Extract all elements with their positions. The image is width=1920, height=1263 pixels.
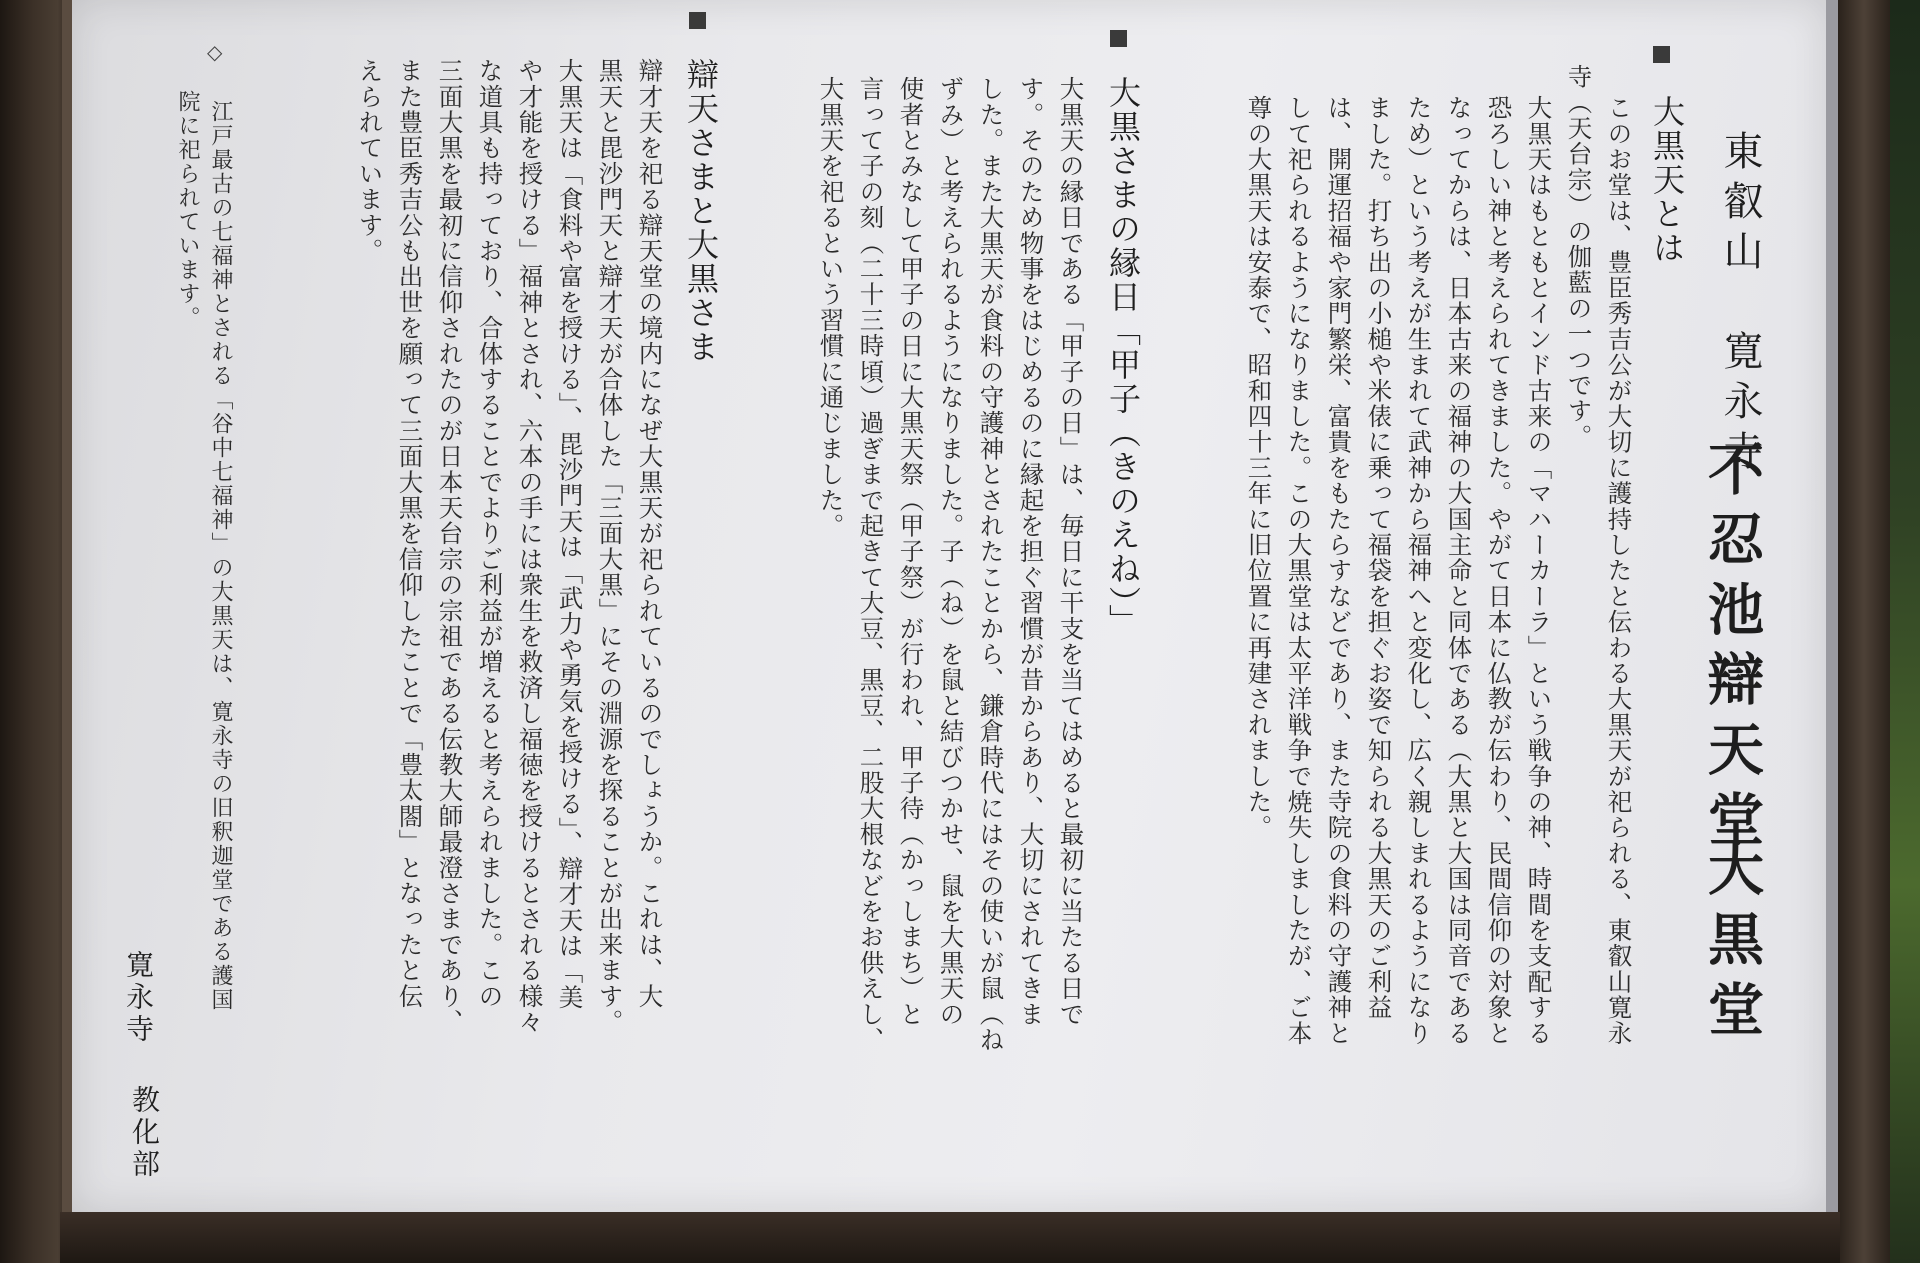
section1-line: ました。打ち出の小槌や米俵に乗って福袋を担ぐお姿で知られる大黒天のご利益 <box>1364 95 1394 1021</box>
section-marker-1 <box>1653 46 1670 63</box>
section2-line: 大黒天を祀るという習慣に通じました。 <box>816 76 846 539</box>
section3-line: 大黒天は「食料や富を授ける」、毘沙門天は「武力や勇気を授ける」、辯才天は「美 <box>555 58 585 1011</box>
section2-heading: 大黒さまの縁日「甲子（きのえね）」 <box>1104 76 1142 638</box>
section3-line: 黒天と毘沙門天と辯才天が合体した「三面大黒」にその淵源を探ることが出来ます。 <box>595 58 625 1035</box>
section3-heading: 辯天さまと大黒さま <box>682 58 720 364</box>
section3-line: 三面大黒を最初に信仰されたのが日本天台宗の宗祖である伝教大師最澄さまであり、 <box>435 58 465 1035</box>
section1-line: 尊の大黒天は安泰で、昭和四十三年に旧位置に再建されました。 <box>1244 95 1274 841</box>
section2-line: 言って子の刻（二十三時頃）過ぎまで起きて大豆、黒豆、二股大根などをお供えし、 <box>856 76 886 1053</box>
section1-line: は、開運招福や家門繁栄、富貴をもたらすなどであり、また寺院の食料の守護神と <box>1324 95 1354 1046</box>
temple-name: 東叡山 寛永寺 <box>1717 130 1763 480</box>
sign-frame-left <box>0 0 72 1263</box>
section2-line: 使者とみなして甲子の日に大黒天祭（甲子祭）が行われ、甲子待（かっしまち）と <box>896 76 926 1027</box>
section1-line: ため）という考えが生まれて武神から福神へと変化し、広く親しまれるようになり <box>1404 95 1434 1046</box>
note-diamond-icon: ◇ <box>207 40 223 64</box>
section-marker-2 <box>1110 30 1127 47</box>
section1-line: して祀られるようになりました。この大黒堂は太平洋戦争で焼失しましたが、ご本 <box>1284 95 1314 1046</box>
section2-line: 大黒天の縁日である「甲子の日」は、毎日に干支を当てはめると最初に当たる日で <box>1056 76 1086 1027</box>
publisher-dept: 教化部 <box>128 1085 161 1181</box>
section2-line: す。そのため物事をはじめるのに縁起を担ぐ習慣が昔からあり、大切にされてきま <box>1016 76 1046 1027</box>
daikokudo-title: 大黒堂 <box>1699 840 1765 1050</box>
information-sign-board <box>72 0 1826 1212</box>
section3-line: えられています。 <box>355 58 385 264</box>
section1-line: 寺（天台宗）の伽藍の一つです。 <box>1564 64 1594 450</box>
section2-line: ずみ）と考えられるようになりました。子（ね）を鼠と結びつかせ、鼠を大黒天の <box>936 76 966 1027</box>
section-marker-3 <box>689 12 706 29</box>
background-foliage <box>1890 0 1920 1263</box>
note-line: 院に祀られています。 <box>175 90 200 330</box>
section1-heading: 大黒天とは <box>1648 95 1686 265</box>
sign-frame-bottom <box>60 1212 1840 1263</box>
sign-frame-inner-right <box>1826 0 1838 1220</box>
section1-line: 大黒天はもともとインド古来の「マハーカーラ」という戦争の神、時間を支配する <box>1524 95 1554 1046</box>
section1-line: なってからは、日本古来の福神の大国主命と同体である（大黒と大国は同音である <box>1444 95 1474 1046</box>
section3-line: また豊臣秀吉公も出世を願って三面大黒を信仰したことで「豊太閤」となったと伝 <box>395 58 425 1009</box>
section3-line: 辯才天を祀る辯天堂の境内になぜ大黒天が祀られているのでしょうか。これは、大 <box>635 58 665 1009</box>
section1-line: このお堂は、豊臣秀吉公が大切に護持したと伝わる大黒天が祀られる、東叡山寛永 <box>1604 95 1634 1046</box>
section1-line: 恐ろしい神と考えられてきました。やがて日本に仏教が伝わり、民間信仰の対象と <box>1484 95 1514 1046</box>
publisher-org: 寛永寺 <box>122 950 155 1046</box>
section3-line: や才能を授ける」福神とされ、六本の手には衆生を救済し福徳を授けるとされる様々 <box>515 58 545 1035</box>
sign-frame-right <box>1838 0 1890 1263</box>
section3-line: な道具も持っており、合体することでよりご利益が増えると考えられました。この <box>475 58 505 1009</box>
hall-name: 不忍池辯天堂 <box>1699 440 1765 860</box>
note-line: 江戸最古の七福神とされる「谷中七福神」の大黒天は、寛永寺の旧釈迦堂である護国 <box>208 100 233 1012</box>
section2-line: した。また大黒天が食料の守護神とされたことから、鎌倉時代にはその使いが鼠（ね <box>976 76 1006 1053</box>
